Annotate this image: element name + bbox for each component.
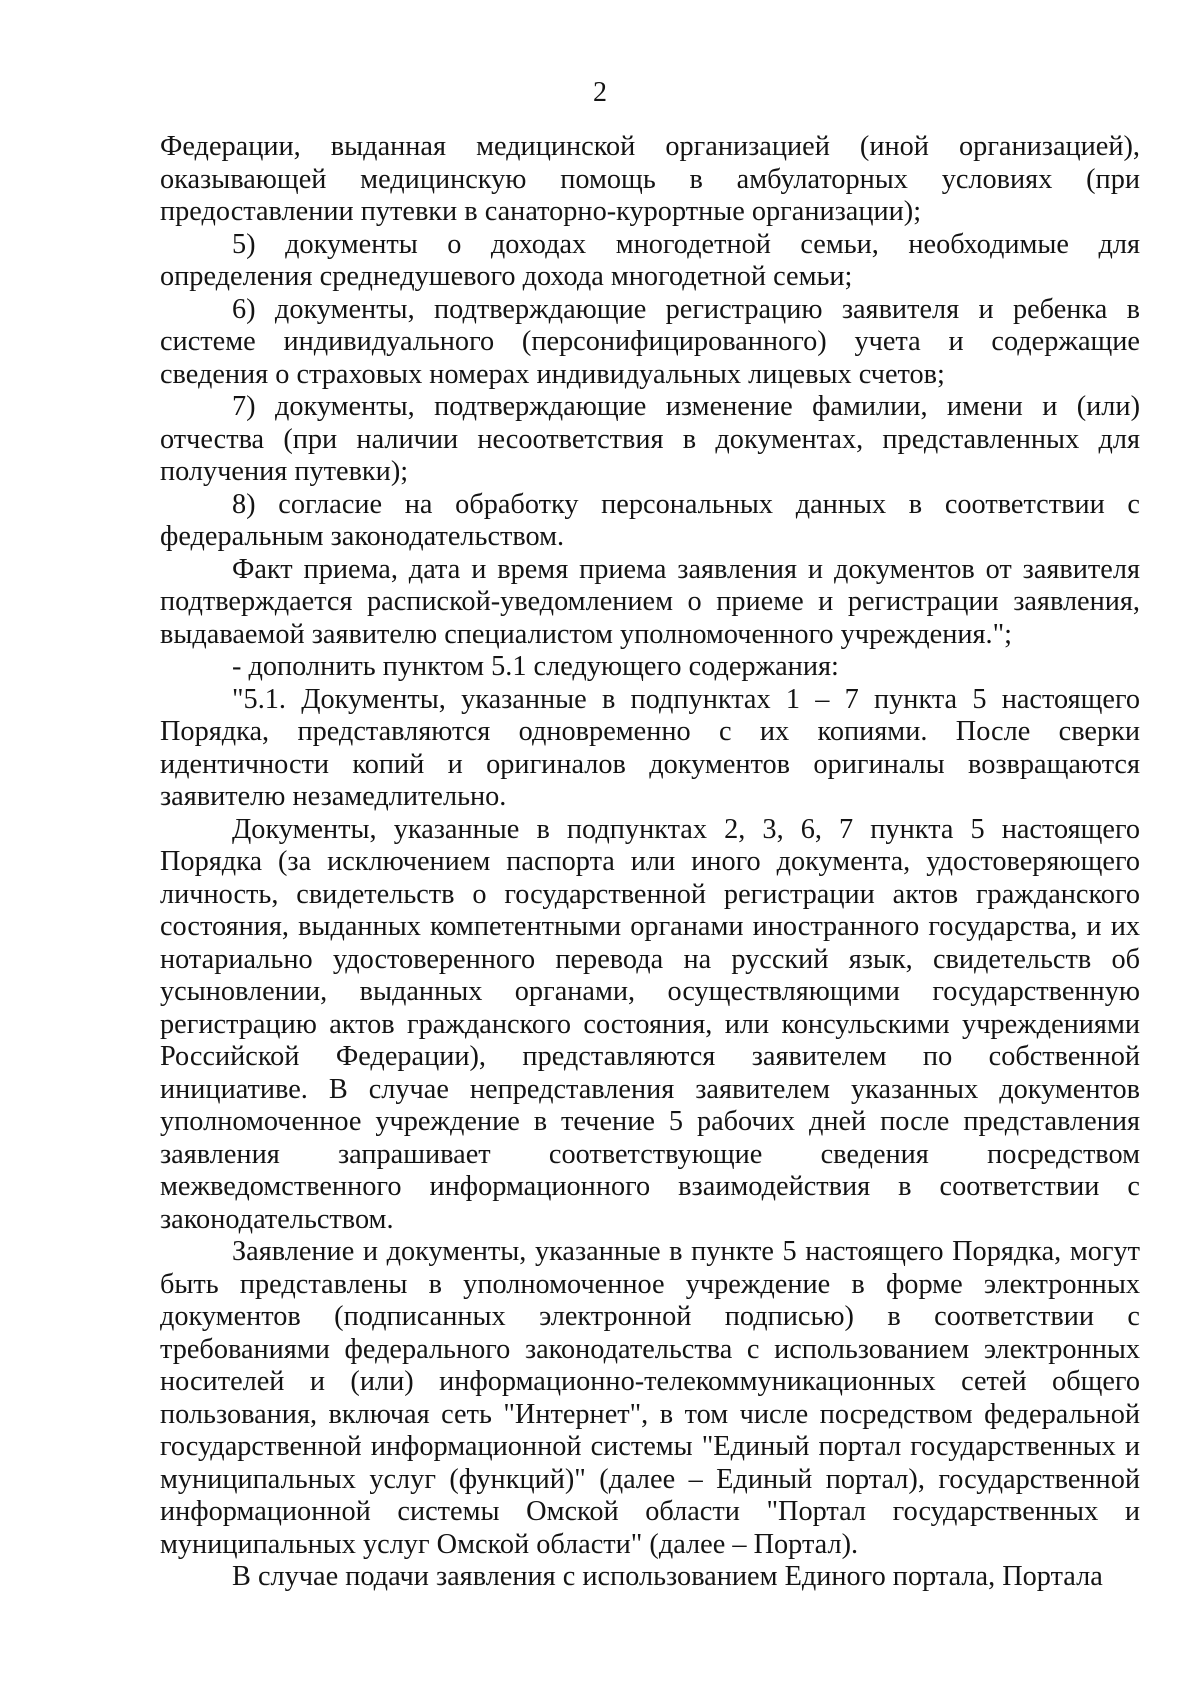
paragraph-item-8: 8) согласие на обработку персональных данных в соответствии с федеральным законодательством.: [160, 488, 1140, 552]
paragraph-item-7: 7) документы, подтверждающие изменение фамилии, имени и (или) отчества (при наличии несоответствия в документах, представленных для получения путевки);: [160, 391, 1140, 487]
paragraph-item-5: 5) документы о доходах многодетной семьи, необходимые для определения среднедушевого дохода многодетной семьи;: [160, 228, 1140, 292]
paragraph-documents: Документы, указанные в подпунктах 2, 3, 6, 7 пункта 5 настоящего Порядка (за исключением паспорта или иного документа, удостоверяющего личность, свидетельств о государственной регистрации актов гражданского состояния, выданных компетентными органами иностранного государства, и их нотариально удостоверенного перевода на русский язык, свидетельств об усыновлении, выданных органами, осуществляющими государственную регистрацию актов гражданского состояния, или консульскими учреждениями Российской Федерации), представляются заявителем по собственной инициативе. В случае непредставления заявителем указанных документов уполномоченное учреждение в течение 5 рабочих дней после представления заявления запрашивает соответствующие сведения посредством межведомственного информационного взаимодействия в соответствии с законодательством.: [160, 813, 1140, 1235]
paragraph-electronic: Заявление и документы, указанные в пункте 5 настоящего Порядка, могут быть представлены в уполномоченное учреждение в форме электронных документов (подписанных электронной подписью) в соответствии с требованиями федерального законодательства с использованием электронных носителей и (или) информационно-телекоммуникационных сетей общего пользования, включая сеть "Интернет", в том числе посредством федеральной государственной информационной системы "Единый портал государственных и муниципальных услуг (функций)" (далее – Единый портал), государственной информационной системы Омской области "Портал государственных и муниципальных услуг Омской области" (далее – Портал).: [160, 1236, 1140, 1560]
paragraph-item-6: 6) документы, подтверждающие регистрацию заявителя и ребенка в системе индивидуального (персонифицированного) учета и содержащие сведения о страховых номерах индивидуальных лицевых счетов;: [160, 293, 1140, 390]
paragraph-5-1: "5.1. Документы, указанные в подпунктах 1 – 7 пункта 5 настоящего Порядка, представляются одновременно с их копиями. После сверки идентичности копий и оригиналов документов оригиналы возвращаются заявителю незамедлительно.: [160, 683, 1140, 812]
paragraph-portal: В случае подачи заявления с использованием Единого портала, Портала: [232, 1561, 1103, 1592]
document-body: [160, 131, 1140, 1594]
paragraph-receipt: Факт приема, дата и время приема заявления и документов от заявителя подтверждается распиской-уведомлением о приеме и регистрации заявления, выдаваемой заявителю специалистом уполномоченного учреждения.";: [160, 553, 1140, 650]
paragraph-amendment: - дополнить пунктом 5.1 следующего содержания:: [232, 651, 839, 682]
page-number: 2: [593, 77, 607, 108]
paragraph-1: Федерации, выданная медицинской организацией (иной организацией), оказывающей медицинскую помощь в амбулаторных условиях (при предоставлении путевки в санаторно-курортные организации);: [160, 131, 1140, 227]
